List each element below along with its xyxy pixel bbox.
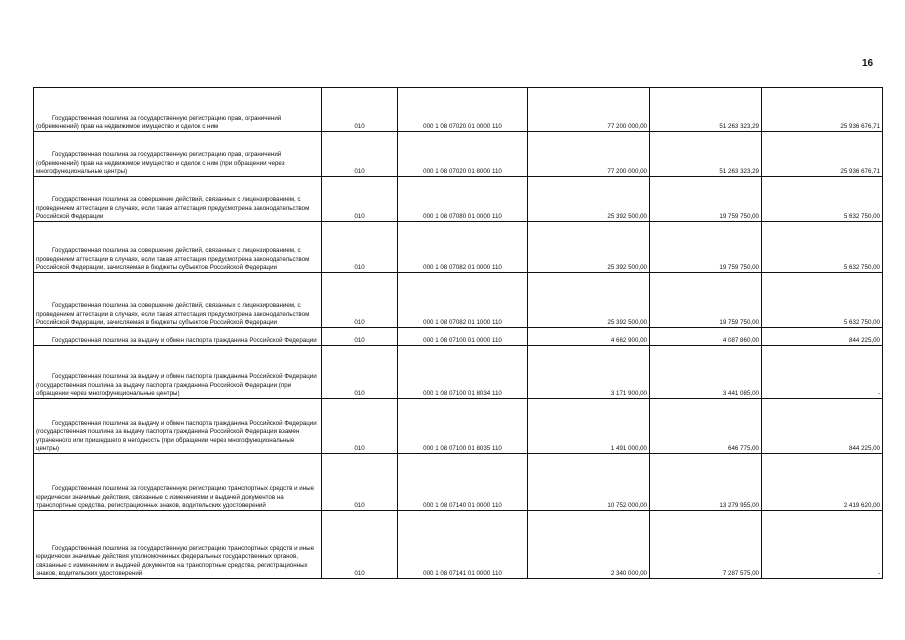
row-code-cell: 010: [322, 511, 398, 579]
row-rest-cell: 25 936 676,71: [762, 132, 883, 177]
row-plan-cell: 4 662 900,00: [528, 328, 650, 346]
revenue-table: [33, 87, 883, 579]
row-name-cell: [34, 346, 322, 399]
row-name-text: Государственная пошлина за государственную регистрацию прав, ограничений (обременений) прав на недвижимое имущество и сделок с ним (при обращении через многофункциональные центры): [36, 151, 285, 175]
row-fact-cell: 19 759 750,00: [650, 222, 762, 273]
row-name-cell: [34, 132, 322, 177]
row-fact-cell: 51 263 323,29: [650, 88, 762, 132]
row-name-text: Государственная пошлина за выдачу и обмен паспорта гражданина Российской Федерации (государственная пошлина за выдачу паспорта гражданина Российской Федерации взамен утраченного или пришедшего в негодность (при обращении через многофункциональные центры): [36, 420, 317, 452]
row-fact-cell: 19 759 750,00: [650, 273, 762, 328]
row-name-text: Государственная пошлина за государственную регистрацию транспортных средств и иные юридически значимые действия уполномоченных федеральных государственных органов, связанные с изменением и выдачей документов на транспортные средства, регистрационных знаков, водительских удостоверений: [36, 545, 315, 577]
row-plan-cell: 77 200 000,00: [528, 88, 650, 132]
row-code-cell: 010: [322, 88, 398, 132]
row-rest-cell: 2 419 620,00: [762, 454, 883, 511]
row-kbk-cell: 000 1 08 07082 01 0000 110: [398, 222, 528, 273]
row-kbk-cell: 000 1 08 07100 01 8034 110: [398, 346, 528, 399]
row-rest-cell: -: [762, 346, 883, 399]
page-number: 16: [862, 58, 874, 69]
row-rest-cell: 844 225,00: [762, 328, 883, 346]
row-kbk-cell: 000 1 08 07140 01 0000 110: [398, 454, 528, 511]
row-rest-cell: 5 632 750,00: [762, 273, 883, 328]
row-name-text: Государственная пошлина за государственную регистрацию прав, ограничений (обременений) прав на недвижимое имущество и сделок с ним: [36, 114, 282, 130]
row-name-cell: [34, 399, 322, 454]
row-code-cell: 010: [322, 273, 398, 328]
row-code-cell: 010: [322, 454, 398, 511]
row-code-cell: 010: [322, 132, 398, 177]
row-code-cell: 010: [322, 222, 398, 273]
row-plan-cell: 25 392 500,00: [528, 273, 650, 328]
row-name-cell: [34, 88, 322, 132]
table-row: [34, 454, 883, 511]
table-row: [34, 328, 883, 346]
row-plan-cell: 3 171 900,00: [528, 346, 650, 399]
row-kbk-cell: 000 1 08 07100 01 0000 110: [398, 328, 528, 346]
row-fact-cell: 4 087 860,00: [650, 328, 762, 346]
table-row: [34, 511, 883, 579]
row-rest-cell: 844 225,00: [762, 399, 883, 454]
row-fact-cell: 3 441 085,00: [650, 346, 762, 399]
table-row: [34, 132, 883, 177]
row-name-text: Государственная пошлина за совершение действий, связанных с лицензированием, с проведением аттестации в случаях, если такая аттестация предусмотрена законодательством Российской Федерации, зачисляемая в бюджеты субъектов Российской Федерации: [36, 302, 310, 326]
row-name-text: Государственная пошлина за выдачу и обмен паспорта гражданина Российской Федерации (государственная пошлина за выдачу паспорта гражданина Российской Федерации (при обращении через многофункциональные центры): [36, 373, 317, 397]
row-name-cell: [34, 511, 322, 579]
table-row: [34, 177, 883, 222]
row-kbk-cell: 000 1 08 07020 01 0000 110: [398, 88, 528, 132]
row-plan-cell: 1 491 000,00: [528, 399, 650, 454]
row-code-cell: 010: [322, 399, 398, 454]
table-row: [34, 399, 883, 454]
row-name-cell: [34, 328, 322, 346]
table-row: [34, 346, 883, 399]
row-kbk-cell: 000 1 08 07141 01 0000 110: [398, 511, 528, 579]
row-fact-cell: 19 759 750,00: [650, 177, 762, 222]
row-rest-cell: 5 632 750,00: [762, 177, 883, 222]
row-name-cell: [34, 177, 322, 222]
row-fact-cell: 13 279 955,00: [650, 454, 762, 511]
row-kbk-cell: 000 1 08 07080 01 0000 110: [398, 177, 528, 222]
row-code-cell: 010: [322, 328, 398, 346]
row-name-cell: [34, 273, 322, 328]
row-fact-cell: 51 263 323,29: [650, 132, 762, 177]
row-name-cell: [34, 454, 322, 511]
row-name-text: Государственная пошлина за выдачу и обмен паспорта гражданина Российской Федерации: [52, 336, 317, 344]
row-code-cell: 010: [322, 177, 398, 222]
row-name-text: Государственная пошлина за государственную регистрацию транспортных средств и иные юридически значимые действия, связанные с изменениями и выдачей документов на транспортные средства, регистрационных знаков, водительских удостоверений: [36, 485, 315, 509]
row-fact-cell: 7 287 575,00: [650, 511, 762, 579]
row-fact-cell: 646 775,00: [650, 399, 762, 454]
row-rest-cell: 5 632 750,00: [762, 222, 883, 273]
table-row: [34, 273, 883, 328]
row-name-text: Государственная пошлина за совершение действий, связанных с лицензированием, с проведением аттестации в случаях, если такая аттестация предусмотрена законодательством Российской Федерации, зачисляемая в бюджеты субъектов Российской Федерации: [36, 247, 310, 271]
row-name-cell: [34, 222, 322, 273]
row-code-cell: 010: [322, 346, 398, 399]
row-kbk-cell: 000 1 08 07082 01 1000 110: [398, 273, 528, 328]
row-name-text: Государственная пошлина за совершение действий, связанных с лицензированием, с проведением аттестации в случаях, если такая аттестация предусмотрена законодательством Российской Федерации: [36, 196, 310, 220]
row-plan-cell: 77 200 000,00: [528, 132, 650, 177]
row-plan-cell: 25 392 500,00: [528, 177, 650, 222]
row-rest-cell: 25 936 676,71: [762, 88, 883, 132]
row-rest-cell: -: [762, 511, 883, 579]
row-plan-cell: 25 392 500,00: [528, 222, 650, 273]
row-plan-cell: 2 340 000,00: [528, 511, 650, 579]
table-row: [34, 222, 883, 273]
table-row: [34, 88, 883, 132]
row-kbk-cell: 000 1 08 07020 01 8000 110: [398, 132, 528, 177]
row-kbk-cell: 000 1 08 07100 01 8035 110: [398, 399, 528, 454]
row-plan-cell: 10 752 000,00: [528, 454, 650, 511]
